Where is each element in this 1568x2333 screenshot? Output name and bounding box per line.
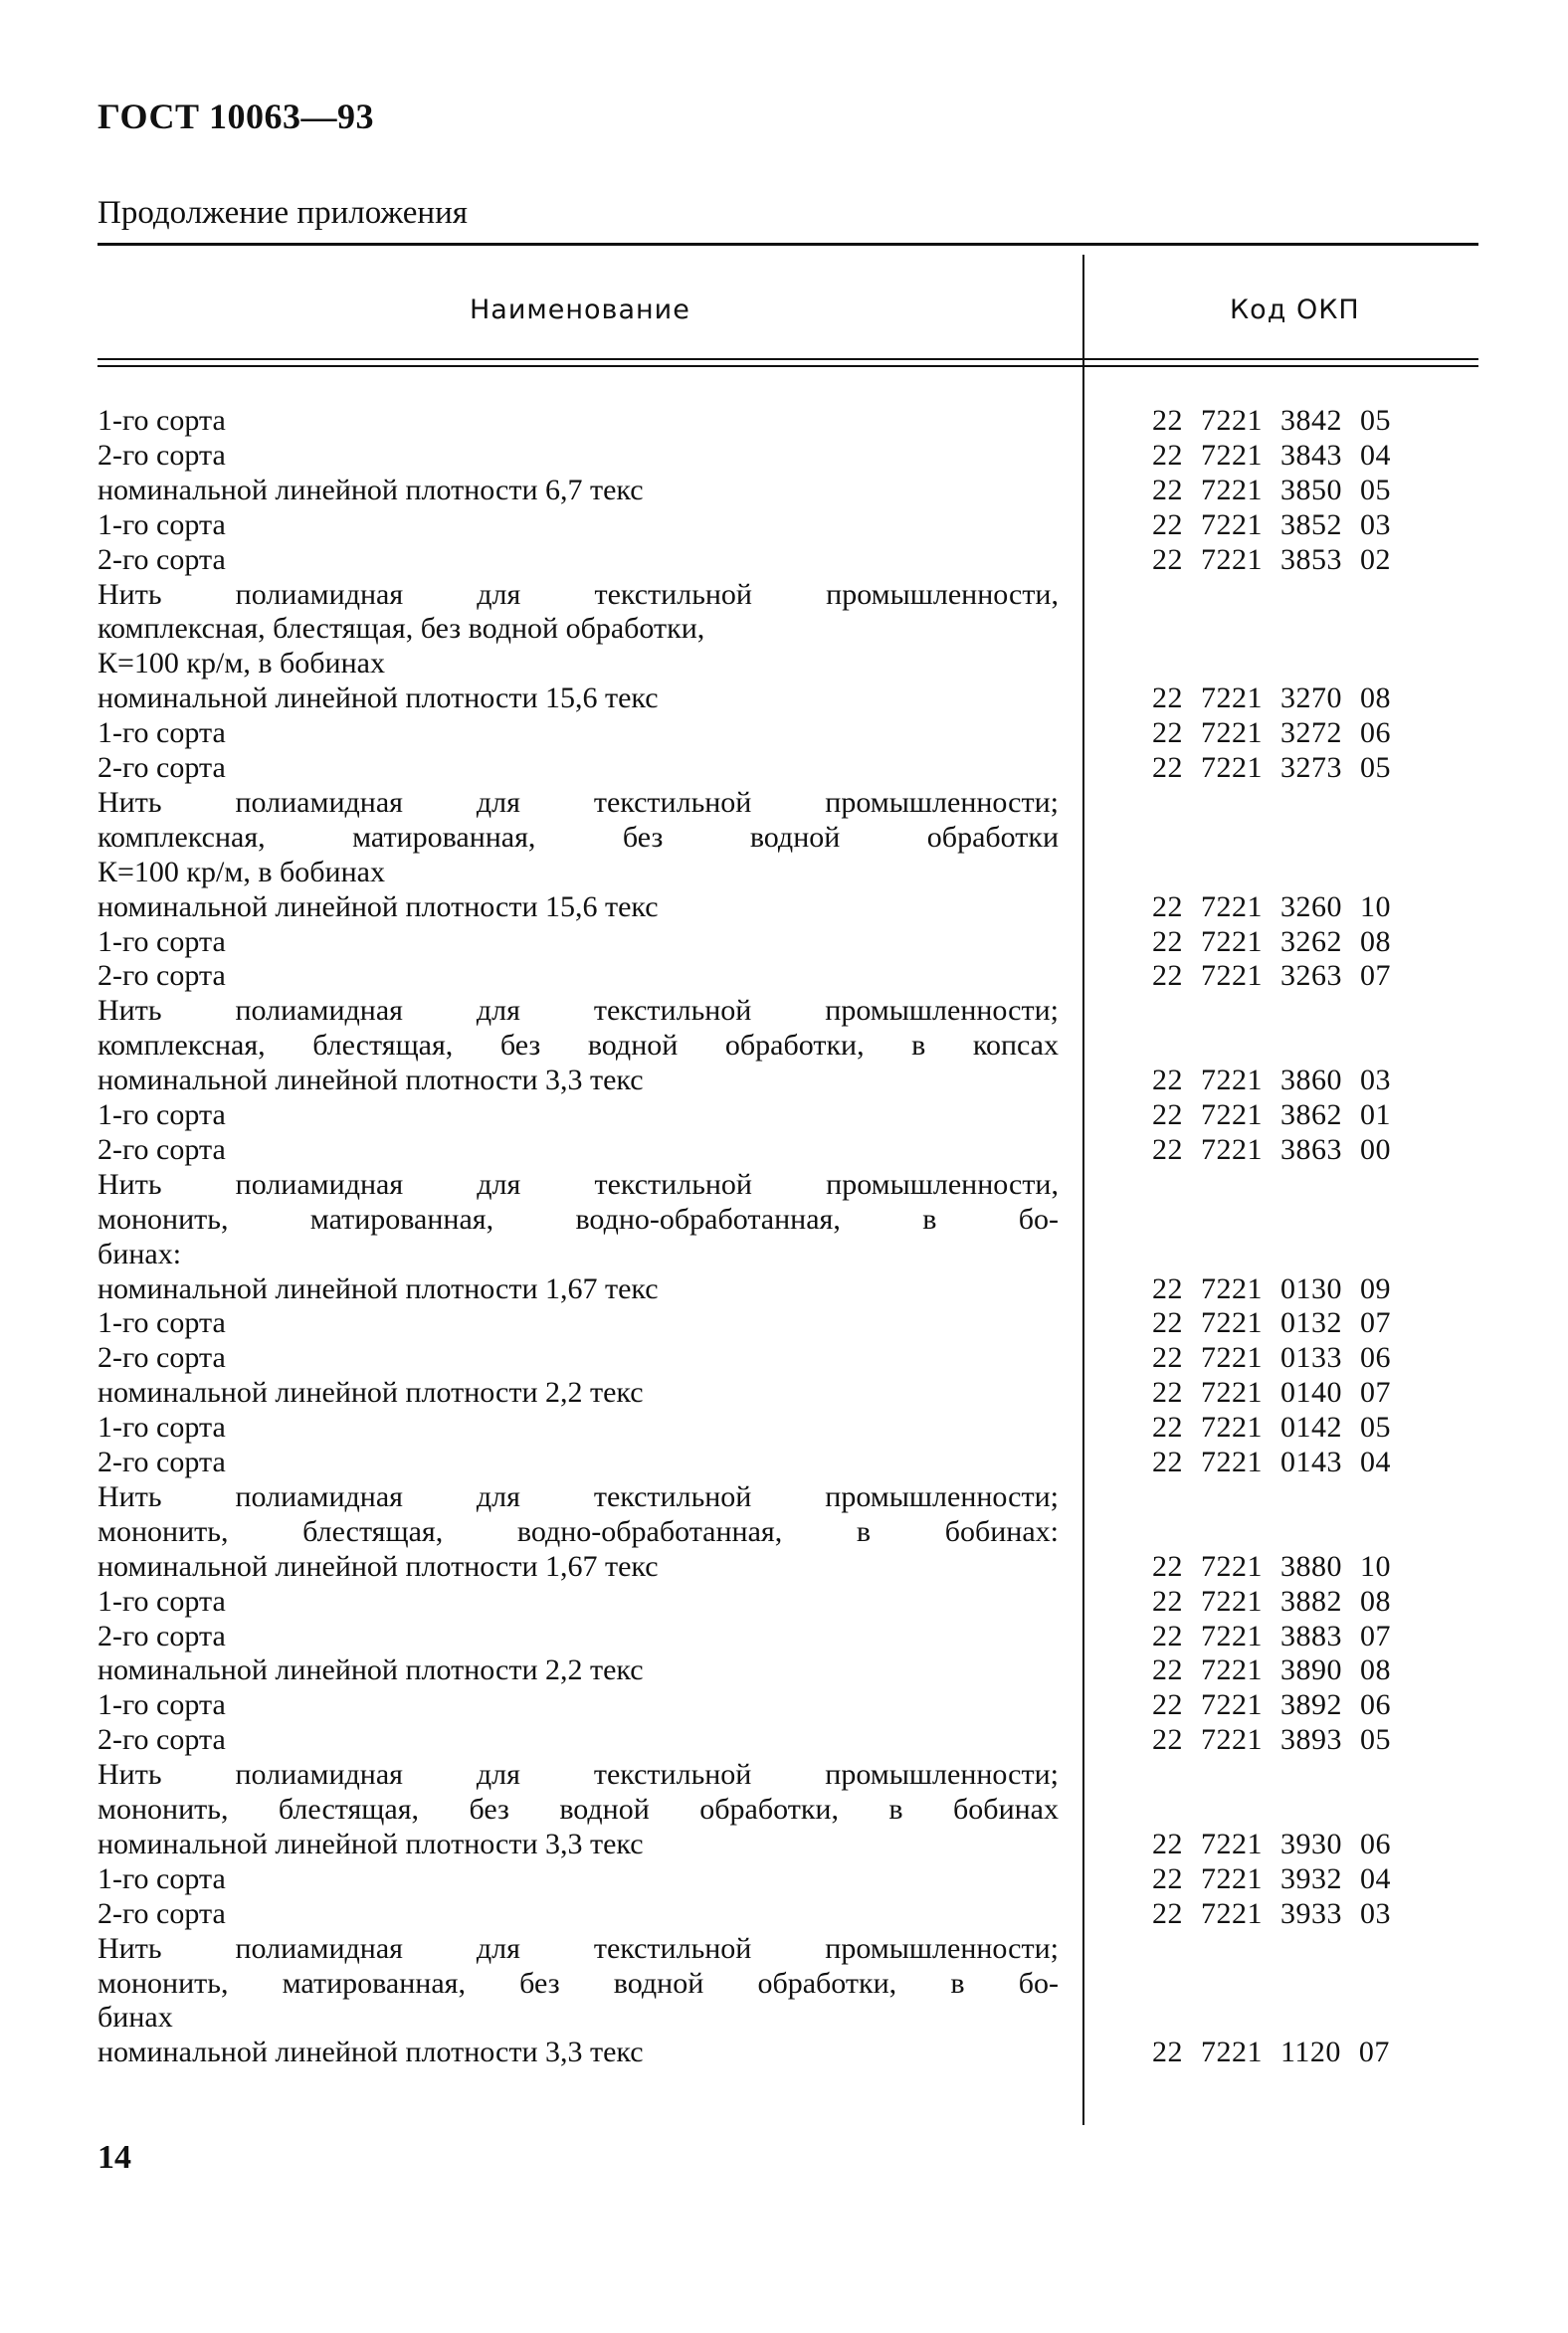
table-row [0, 1619, 1568, 1653]
row-name: мононить, блестящая, без водной обработки, в бобинах [98, 1793, 1059, 1826]
row-name: номинальной линейной плотности 1,67 текс [98, 1549, 659, 1583]
row-name: 2-го сорта [98, 1723, 226, 1757]
row-name: 1-го сорта [98, 716, 226, 750]
table-row [0, 958, 1568, 993]
row-name: бинах [98, 2001, 173, 2035]
row-name: 1-го сорта [98, 1306, 226, 1340]
document-code: ГОСТ 10063—93 [98, 97, 374, 136]
table-row [0, 889, 1568, 924]
table-row [0, 1931, 1568, 1966]
row-name: Нить полиамидная для текстильной промышленности; [98, 994, 1059, 1028]
table-row [0, 1653, 1568, 1687]
table-row [0, 1340, 1568, 1375]
table-row [0, 1445, 1568, 1479]
table-row [0, 924, 1568, 959]
row-okp-code: 22 7221 0130 09 [1152, 1271, 1391, 1305]
row-name: мононить, блестящая, водно-обработанная, в бобинах: [98, 1514, 1059, 1548]
row-okp-code: 22 7221 3890 08 [1152, 1653, 1391, 1687]
row-name: 2-го сорта [98, 751, 226, 784]
row-name: 1-го сорта [98, 404, 226, 437]
row-name: Нить полиамидная для текстильной промышленности; [98, 1758, 1059, 1792]
row-okp-code: 22 7221 0140 07 [1152, 1376, 1391, 1410]
row-okp-code: 22 7221 3860 03 [1152, 1064, 1391, 1097]
row-name: 2-го сорта [98, 1341, 226, 1375]
table-row [0, 855, 1568, 889]
row-okp-code: 22 7221 3850 05 [1152, 473, 1391, 506]
row-okp-code: 22 7221 3273 05 [1152, 751, 1391, 784]
column-header-code: Код ОКП [1230, 294, 1360, 325]
header-bottom-rule-double [98, 365, 1478, 367]
row-okp-code: 22 7221 3933 03 [1152, 1896, 1391, 1930]
table-row [0, 473, 1568, 507]
table-row [0, 1237, 1568, 1271]
row-okp-code: 22 7221 3853 02 [1152, 542, 1391, 576]
table-row [0, 646, 1568, 680]
table-row [0, 542, 1568, 577]
table-row [0, 507, 1568, 542]
table-row [0, 1827, 1568, 1861]
row-name: комплексная, матированная, без водной обработки [98, 820, 1059, 854]
row-okp-code: 22 7221 3863 00 [1152, 1132, 1391, 1166]
row-name: 1-го сорта [98, 507, 226, 541]
row-name: 2-го сорта [98, 1896, 226, 1930]
row-name: номинальной линейной плотности 1,67 текс [98, 1271, 659, 1305]
table-row [0, 715, 1568, 750]
row-okp-code: 22 7221 3842 05 [1152, 404, 1391, 437]
row-name: Нить полиамидная для текстильной промышленности; [98, 1931, 1059, 1965]
row-name: мононить, матированная, водно-обработанная, в бо- [98, 1202, 1059, 1236]
table-row [0, 1097, 1568, 1132]
table-row [0, 820, 1568, 855]
table-row [0, 403, 1568, 438]
row-okp-code: 22 7221 3932 04 [1152, 1861, 1391, 1895]
row-okp-code: 22 7221 3852 03 [1152, 507, 1391, 541]
table-row [0, 1514, 1568, 1549]
table-row [0, 438, 1568, 473]
row-name: номинальной линейной плотности 2,2 текс [98, 1376, 644, 1410]
row-okp-code: 22 7221 3880 10 [1152, 1549, 1391, 1583]
header-bottom-rule [98, 358, 1478, 360]
row-name: бинах: [98, 1237, 182, 1270]
row-okp-code: 22 7221 3883 07 [1152, 1619, 1391, 1653]
table-row [0, 1861, 1568, 1896]
table-row [0, 1584, 1568, 1619]
row-okp-code: 22 7221 3882 08 [1152, 1584, 1391, 1618]
row-name: Нить полиамидная для текстильной промышленности, [98, 577, 1059, 611]
table-row [0, 1202, 1568, 1237]
row-okp-code: 22 7221 3892 06 [1152, 1688, 1391, 1722]
row-okp-code: 22 7221 3270 08 [1152, 681, 1391, 715]
table-row [0, 750, 1568, 785]
row-name: 1-го сорта [98, 1584, 226, 1618]
table-row [0, 1966, 1568, 2001]
row-name: 2-го сорта [98, 542, 226, 576]
row-name: номинальной линейной плотности 15,6 текс [98, 889, 659, 923]
table-top-rule [98, 243, 1478, 246]
table-row [0, 993, 1568, 1028]
table-row [0, 1479, 1568, 1514]
row-name: 2-го сорта [98, 959, 226, 993]
table-row [0, 2035, 1568, 2069]
row-name: номинальной линейной плотности 6,7 текс [98, 473, 644, 506]
table-row [0, 577, 1568, 612]
row-okp-code: 22 7221 3260 10 [1152, 889, 1391, 923]
table-row [0, 1271, 1568, 1306]
row-okp-code: 22 7221 3263 07 [1152, 959, 1391, 993]
row-okp-code: 22 7221 3862 01 [1152, 1098, 1391, 1131]
row-name: комплексная, блестящая, без водной обработки, в копсах [98, 1029, 1059, 1063]
row-name: 2-го сорта [98, 438, 226, 472]
row-okp-code: 22 7221 3843 04 [1152, 438, 1391, 472]
row-okp-code: 22 7221 3272 06 [1152, 716, 1391, 750]
table-row [0, 2000, 1568, 2035]
row-okp-code: 22 7221 0143 04 [1152, 1446, 1391, 1478]
row-name: К=100 кр/м, в бобинах [98, 647, 385, 680]
row-name: 1-го сорта [98, 924, 226, 958]
column-header-name: Наименование [470, 294, 690, 325]
row-okp-code: 22 7221 3930 06 [1152, 1827, 1391, 1860]
row-name: номинальной линейной плотности 3,3 текс [98, 1827, 644, 1860]
table-row [0, 1722, 1568, 1757]
table-row [0, 1549, 1568, 1584]
row-name: 1-го сорта [98, 1861, 226, 1895]
table-row [0, 680, 1568, 715]
row-name: Нить полиамидная для текстильной промышленности; [98, 785, 1059, 819]
page-number: 14 [98, 2139, 131, 2176]
row-name: номинальной линейной плотности 3,3 текс [98, 2036, 644, 2069]
table-row [0, 785, 1568, 820]
table-row [0, 1375, 1568, 1410]
row-okp-code: 22 7221 0142 05 [1152, 1411, 1391, 1445]
row-name: комплексная, блестящая, без водной обработки, [98, 612, 705, 646]
table-row [0, 1687, 1568, 1722]
row-name: К=100 кр/м, в бобинах [98, 855, 385, 888]
table-row [0, 1757, 1568, 1792]
row-name: 2-го сорта [98, 1132, 226, 1166]
row-name: 1-го сорта [98, 1411, 226, 1445]
table-row [0, 1167, 1568, 1202]
row-name: 2-го сорта [98, 1446, 226, 1478]
row-name: мононить, матированная, без водной обработки, в бо- [98, 1966, 1059, 2000]
row-okp-code: 22 7221 0133 06 [1152, 1341, 1391, 1375]
row-name: 2-го сорта [98, 1619, 226, 1653]
table-row [0, 1063, 1568, 1097]
table-row [0, 1305, 1568, 1340]
row-name: 1-го сорта [98, 1688, 226, 1722]
row-okp-code: 22 7221 1120 07 [1152, 2036, 1390, 2069]
continuation-caption: Продолжение приложения [98, 195, 468, 231]
table-row [0, 1132, 1568, 1167]
row-okp-code: 22 7221 3893 05 [1152, 1723, 1391, 1757]
row-name: Нить полиамидная для текстильной промышленности; [98, 1479, 1059, 1513]
table-row [0, 1410, 1568, 1445]
row-okp-code: 22 7221 0132 07 [1152, 1306, 1391, 1340]
table-row [0, 1028, 1568, 1063]
table-row [0, 1792, 1568, 1827]
row-name: Нить полиамидная для текстильной промышленности, [98, 1167, 1059, 1201]
row-name: 1-го сорта [98, 1098, 226, 1131]
row-name: номинальной линейной плотности 3,3 текс [98, 1064, 644, 1097]
row-name: номинальной линейной плотности 15,6 текс [98, 681, 659, 715]
row-okp-code: 22 7221 3262 08 [1152, 924, 1391, 958]
table-row [0, 1896, 1568, 1931]
row-name: номинальной линейной плотности 2,2 текс [98, 1653, 644, 1687]
table-row [0, 611, 1568, 646]
